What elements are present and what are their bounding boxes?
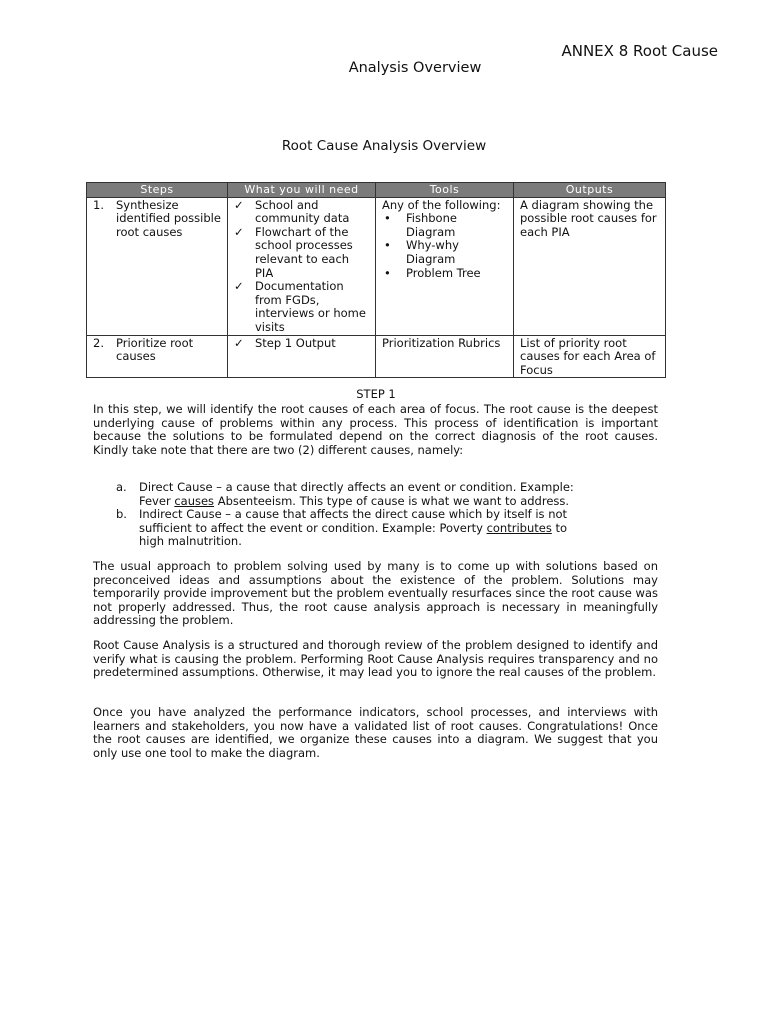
cell-needs (228, 335, 376, 378)
underlined-word: contributes (486, 520, 552, 535)
need-item: Flowchart of the school processes relevant to each PIA (255, 224, 353, 280)
cell-tools: Prioritization Rubrics (376, 335, 514, 378)
page-title: Root Cause Analysis Overview (281, 138, 487, 154)
step-text: Synthesize identified possible root causes (116, 197, 221, 239)
overview-table (86, 182, 666, 378)
intro-paragraph: In this step, we will identify the root causes of each area of focus. The root cause is the deepest underlying cause of problems within any process. This process of identification is important because the solutions to be formulated depend on the correct diagnosis of the root causes. Kindly take note that there are two (2) different causes, namely: (93, 402, 658, 457)
conclusion-paragraph: Once you have analyzed the performance indicators, school processes, and interviews with learners and stakeholders, you now have a validated list of root causes. Congratulations! Once the root causes are identified, we organize these causes into a diagram. We suggest that you only use one tool to make the diagram. (93, 705, 658, 760)
step-number: 2. (93, 335, 104, 350)
step-number: 1. (93, 197, 104, 212)
step-heading: STEP 1 (356, 387, 396, 401)
bullet-icon: • (384, 265, 391, 280)
rca-paragraph: Root Cause Analysis is a structured and thorough review of the problem designed to identify and verify what is causing the problem. Performing Root Cause Analysis requires transparency and no predetermined assumptions. Otherwise, it may lead you to ignore the real causes of the problem. (93, 638, 658, 680)
list-label: b. (116, 507, 127, 522)
table-row (87, 197, 666, 335)
column-header-needs: What you will need (228, 183, 376, 198)
table-header-row (87, 183, 666, 198)
cell-step (87, 335, 228, 378)
tool-item: Fishbone Diagram (406, 211, 457, 239)
cause-list (116, 481, 590, 549)
cell-needs (228, 197, 376, 335)
cell-tools (376, 197, 514, 335)
column-header-outputs: Outputs (514, 183, 666, 198)
cell-output: List of priority root causes for each Area of Focus (514, 335, 666, 378)
checkmark-icon: ✓ (234, 224, 244, 239)
direct-cause-text-end: Absenteeism. This type of cause is what we want to address. (214, 493, 570, 508)
column-header-tools: Tools (376, 183, 514, 198)
checkmark-icon: ✓ (234, 197, 244, 212)
cell-step (87, 197, 228, 335)
list-item (116, 508, 590, 549)
indirect-cause-text: Indirect Cause – a cause that affects the direct cause which by itself is not sufficient to affect the event or condition. Example: Poverty (139, 507, 568, 535)
need-item: Documentation from FGDs, interviews or home visits (255, 279, 366, 334)
tool-item: Problem Tree (406, 265, 481, 280)
cell-output: A diagram showing the possible root causes for each PIA (514, 197, 666, 335)
list-text (139, 508, 590, 549)
annex-header-continuation: Analysis Overview (348, 60, 482, 76)
need-item: School and community data (255, 197, 350, 226)
step-text: Prioritize root causes (116, 335, 194, 364)
list-text (139, 481, 590, 508)
approach-paragraph: The usual approach to problem solving used by many is to come up with solutions based on preconceived ideas and assumptions about the existence of the problem. Solutions may temporarily provide improvement but the problem eventually resurfaces since the root cause was not properly addressed. Thus, the root cause analysis approach is necessary in meaningfully addressing the problem. (93, 559, 658, 628)
table-row (87, 335, 666, 378)
tool-item: Why-why Diagram (406, 238, 459, 266)
tools-intro: Any of the following: (382, 197, 501, 212)
bullet-icon: • (384, 211, 391, 226)
list-item (116, 481, 590, 508)
indirect-cause-text-end: to high malnutrition. (139, 520, 568, 549)
need-item: Step 1 Output (255, 335, 336, 350)
column-header-steps: Steps (87, 183, 228, 198)
checkmark-icon: ✓ (234, 335, 244, 350)
bullet-icon: • (384, 238, 391, 253)
annex-header: ANNEX 8 Root Cause (561, 42, 718, 60)
direct-cause-text: Direct Cause – a cause that directly affects an event or condition. Example: Fever (139, 480, 574, 508)
list-label: a. (116, 480, 127, 494)
checkmark-icon: ✓ (234, 279, 244, 294)
underlined-word: causes (174, 493, 215, 508)
